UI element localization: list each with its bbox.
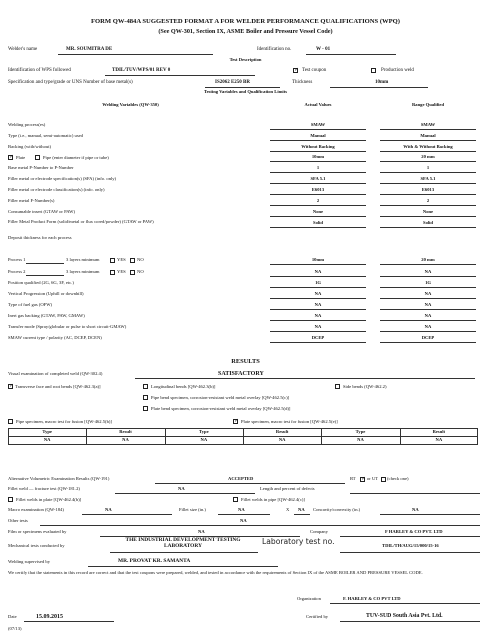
limits-row-label: Position qualified (2G, 6G, 3F, etc.) — [8, 280, 74, 285]
visual-exam-value: SATISFACTORY — [218, 371, 264, 377]
mechanical-tests-value: THE INDUSTRIAL DEVELOPMENT TESTING LABORATORY — [125, 537, 241, 549]
form-title: FORM QW-484A SUGGESTED FORMAT A FOR WELDER PERFORMANCE QUALIFICATIONS (WPQ) — [90, 18, 400, 25]
results-cell: NA — [122, 437, 129, 442]
plate-macro-label: Plate specimen, macro test for fusion [QW-462.5(e)] — [241, 418, 338, 424]
wps-label: Identification of WPS followed — [8, 68, 71, 73]
production-weld-label: Production weld — [381, 68, 414, 73]
results-col-header: Type — [355, 429, 366, 434]
certified-by-label: Certified by — [306, 614, 329, 619]
thickness-value: 10mm — [375, 80, 389, 85]
limits-actual-value: SFA 5.1 — [310, 176, 326, 181]
results-heading: RESULTS — [231, 358, 260, 365]
x-value: NA — [298, 507, 305, 512]
macro-exam-label: Macro examination (QW-184) — [8, 507, 64, 512]
limits-row-label: Backing (with/without) — [8, 144, 51, 149]
process-2-no-checkbox[interactable] — [130, 270, 135, 275]
process-2-yes-label: YES — [117, 269, 126, 274]
limits-row-label: Base metal P-Number to P-Number — [8, 165, 74, 170]
limits-actual-value: 10mm — [311, 257, 325, 262]
fillet-fracture-value: NA — [178, 486, 185, 491]
identification-value: W - 01 — [316, 47, 331, 52]
date-label: Date — [8, 614, 17, 619]
pipe-bend-label: Pipe bend specimen, corrosion-resistant weld metal overlay [QW-462.5(c)] — [151, 394, 290, 400]
limits-row-label: SMAW current type / polarity (AC, DCEP, DCEN) — [8, 335, 102, 340]
limits-range-value: 20 mm — [421, 257, 435, 262]
longitudinal-bends-label: Longitudinal bends [QW-462.3(b)] — [151, 383, 216, 389]
limits-actual-value: NA — [314, 302, 322, 307]
production-weld-checkbox[interactable] — [371, 68, 376, 73]
identification-label: Identification no. — [257, 47, 292, 52]
fillet-pipe-label: Fillet welds in pipe [QW-462.4(c)] — [241, 496, 305, 502]
limits-range-value: 20 mm — [421, 154, 435, 159]
limits-actual-value: NA — [314, 291, 322, 296]
limits-range-value: 2 — [426, 198, 430, 203]
side-bends-label: Side bends (QW-462.2) — [343, 383, 387, 389]
results-col-header: Result — [275, 429, 289, 434]
limits-range-value: SMAW — [420, 122, 436, 127]
limits-range-value: 1G — [425, 280, 431, 285]
form-code: (07/13) — [8, 626, 22, 631]
limits-row-label: Deposit thickness for each process — [8, 235, 72, 240]
process-2-yes-checkbox[interactable] — [110, 270, 115, 275]
welder-name-label: Welder's name — [8, 47, 38, 52]
plate-bend-label: Plate bend specimen, corrosion-resistant weld metal overlay [QW-462.5(d)] — [151, 405, 291, 411]
organization-value: F. HARLEY & CO PVT LTD — [343, 596, 401, 601]
limits-actual-value: None — [312, 209, 324, 214]
results-cell: NA — [278, 437, 286, 442]
limits-row-label: Welding process(es) — [8, 122, 46, 127]
supervised-by-value: MR. PROVAT KR. SAMANTA — [118, 558, 191, 564]
limits-actual-value: SMAW — [310, 122, 326, 127]
certified-by-value: TUV-SUD South Asia Pvt. Ltd. — [366, 613, 443, 619]
limits-range-value: DCEP — [421, 335, 435, 340]
macro-exam-value: NA — [105, 507, 112, 512]
limits-row-label: Filler Metal Product Form (solid/metal or flux cored/powder) (GTAW or PAW) — [8, 219, 154, 224]
transverse-bends-checkbox[interactable]: ✓ — [9, 383, 14, 390]
limits-row-label: Consumable insert (GTAW or PAW) — [8, 209, 76, 214]
limits-actual-value: 1 — [316, 165, 320, 170]
limits-row-label: Filler metal or electrode classification(s) (info. only) — [8, 187, 105, 192]
pipe-bend-checkbox[interactable] — [143, 395, 148, 400]
limits-row-label: Filler metal or electrode specification(s) (SFA) (info. only) — [8, 176, 117, 181]
limits-range-value: E6013 — [421, 187, 435, 192]
certification-statement: We certify that the statements in this record are correct and that the test coupons were prepared, welded, and tested in accordance with the requirements of Section IX of the ASME BOILER AND PRESSURE VESSEL CODE. — [8, 570, 423, 575]
process-1-no-checkbox[interactable] — [130, 258, 135, 263]
limits-range-value: NA — [424, 302, 432, 307]
test-coupon-label: Test coupon — [302, 68, 327, 73]
pipe-label: Pipe (enter diameter if pipe or tube) — [43, 154, 109, 160]
volumetric-value: ACCEPTED — [228, 476, 254, 481]
spec-value: IS2062 E250 BR — [215, 80, 251, 85]
thickness-label: Thickness — [292, 80, 313, 85]
limits-range-value: Solid — [423, 220, 433, 225]
form-subtitle: (See QW-301, Section IX, ASME Boiler and Pressure Vessel Code) — [158, 28, 333, 35]
limits-row-label: Type (i.e., manual, semi-automatic) used — [8, 133, 83, 138]
process-1-no-label: NO — [137, 257, 144, 262]
col-actual-values: Actual Values — [304, 102, 332, 107]
x-label: X — [286, 507, 290, 512]
results-col-header: Type — [199, 429, 209, 434]
limits-range-value: NA — [424, 313, 432, 318]
limits-actual-value: Without Backing — [301, 144, 335, 149]
other-tests-label: Other tests — [8, 518, 28, 523]
results-cell: NA — [200, 437, 208, 442]
limits-actual-value: 2 — [316, 198, 320, 203]
limits-row-label: Inert gas backing (GTAW, PAW, GMAW) — [8, 313, 85, 318]
pipe-macro-checkbox[interactable] — [8, 419, 13, 424]
rt-checkbox[interactable]: ✓ — [361, 475, 366, 482]
film-evaluated-value: NA — [198, 529, 205, 534]
film-evaluated-label: Film or specimens evaluated by — [8, 529, 67, 534]
concavity-value: NA — [412, 507, 419, 512]
plate-label: Plate — [16, 154, 26, 160]
results-cell: NA — [435, 437, 443, 442]
side-bends-checkbox[interactable] — [335, 384, 340, 389]
limits-row-label: Filler metal F-Number(s) — [8, 198, 55, 203]
company-label: Company — [310, 529, 328, 534]
limits-range-value: SFA 5.1 — [420, 176, 436, 181]
process-2-layers: 3 layers minimum — [66, 269, 100, 274]
volumetric-label: Alternative Volumetric Examination Results (QW-191) — [8, 476, 110, 481]
organization-label: Organization — [297, 596, 321, 601]
limits-range-value: NA — [424, 269, 432, 274]
check-one-label: (check one) — [387, 476, 409, 481]
limits-actual-value: E6013 — [311, 187, 325, 192]
company-value: F HARLEY & CO PVT. LTD — [385, 529, 443, 534]
other-tests-value: NA — [240, 518, 247, 523]
test-coupon-checkbox[interactable]: ✓ — [294, 67, 299, 74]
fillet-pipe-checkbox[interactable] — [233, 497, 238, 502]
results-cell: NA — [357, 437, 364, 442]
limits-range-value: None — [422, 209, 434, 214]
plate-macro-checkbox[interactable]: ✓ — [234, 418, 239, 425]
limits-actual-value: 1G — [315, 280, 321, 285]
limits-range-value: With & Without Backing — [403, 144, 453, 149]
visual-exam-label: Visual examination of completed weld (QW-302.4) — [8, 371, 103, 376]
pipe-checkbox[interactable] — [35, 155, 40, 160]
limits-actual-value: Solid — [313, 220, 323, 225]
length-defects-label: Length and percent of defects — [260, 486, 315, 491]
limits-actual-value: DCEP — [311, 335, 325, 340]
results-col-header: Type — [42, 429, 52, 434]
col-welding-variables: Welding Variables (QW-350) — [102, 102, 159, 107]
process-1-yes-label: YES — [117, 257, 126, 262]
date-value: 15.09.2015 — [36, 614, 63, 620]
wps-value: TDIL/TUV/WPS/01 REV 0 — [112, 68, 171, 73]
limits-actual-value: NA — [314, 313, 322, 318]
limits-heading: Testing Variables and Qualification Limits — [203, 89, 288, 94]
fillet-plate-checkbox[interactable] — [8, 497, 13, 502]
pipe-macro-label: Pipe specimen, macro test for fusion [QW-462.5(b)] — [16, 418, 112, 424]
limits-row-label: Vertical Progression (Uphill or downhill) — [8, 291, 84, 296]
rt-label: RT — [350, 476, 356, 481]
concavity-label: Concavity/convexity (in.) — [313, 507, 361, 512]
results-col-header: Result — [119, 429, 132, 434]
fillet-fracture-label: Fillet weld — fracture test (QW-181.2) — [8, 486, 80, 491]
mechanical-tests-label: Mechanical tests conducted by — [8, 543, 65, 548]
ut-label: or UT — [367, 476, 379, 481]
process-1-yes-checkbox[interactable] — [110, 258, 115, 263]
plate-checkbox[interactable]: ✓ — [9, 154, 14, 161]
limits-range-value: NA — [424, 291, 432, 296]
spec-label: Specification and type/grade or UNS Number of base metal(s) — [8, 80, 133, 85]
welder-name-value: MR. SOUMITRA DE — [66, 47, 113, 52]
laboratory-test-value: TDIL/TH/AUG/15/000/15-16 — [382, 543, 439, 548]
limits-range-value: Manual — [420, 133, 436, 138]
ut-checkbox[interactable] — [381, 477, 386, 482]
plate-bend-checkbox[interactable] — [143, 406, 148, 411]
transverse-bends-label: Transverse face and root bends [QW-462.3(a)] — [15, 383, 101, 389]
col-range-qualified: Range Qualified — [411, 102, 445, 107]
limits-actual-value: Manual — [310, 133, 326, 138]
fillet-plate-label: Fillet welds in plate [QW-462.4(b)] — [16, 496, 82, 502]
process-2-label: Process 2 — [8, 269, 26, 274]
supervised-by-label: Welding supervised by — [8, 559, 50, 564]
results-col-header: Result — [432, 429, 446, 434]
fillet-size-value: NA — [238, 507, 245, 512]
limits-row-label: Transfer mode (Spray/globular or pulse to short circuit-GMAW) — [8, 324, 127, 329]
limits-actual-value: 10mm — [311, 154, 325, 159]
process-1-label: Process 1 — [8, 257, 26, 262]
process-1-layers: 3 layers minimum — [66, 257, 100, 262]
results-cell: NA — [43, 437, 51, 442]
laboratory-test-label: Laboratory test no. — [262, 537, 335, 546]
limits-actual-value: NA — [314, 269, 322, 274]
longitudinal-bends-checkbox[interactable] — [143, 384, 148, 389]
limits-range-value: 1 — [426, 165, 430, 170]
limits-row-label: Type of fuel gas (OFW) — [8, 302, 53, 307]
limits-range-value: NA — [424, 324, 432, 329]
test-description-heading: Test Description — [229, 57, 262, 62]
process-2-no-label: NO — [137, 269, 144, 274]
limits-actual-value: NA — [314, 324, 322, 329]
fillet-size-label: Fillet size (in.) — [179, 507, 206, 512]
